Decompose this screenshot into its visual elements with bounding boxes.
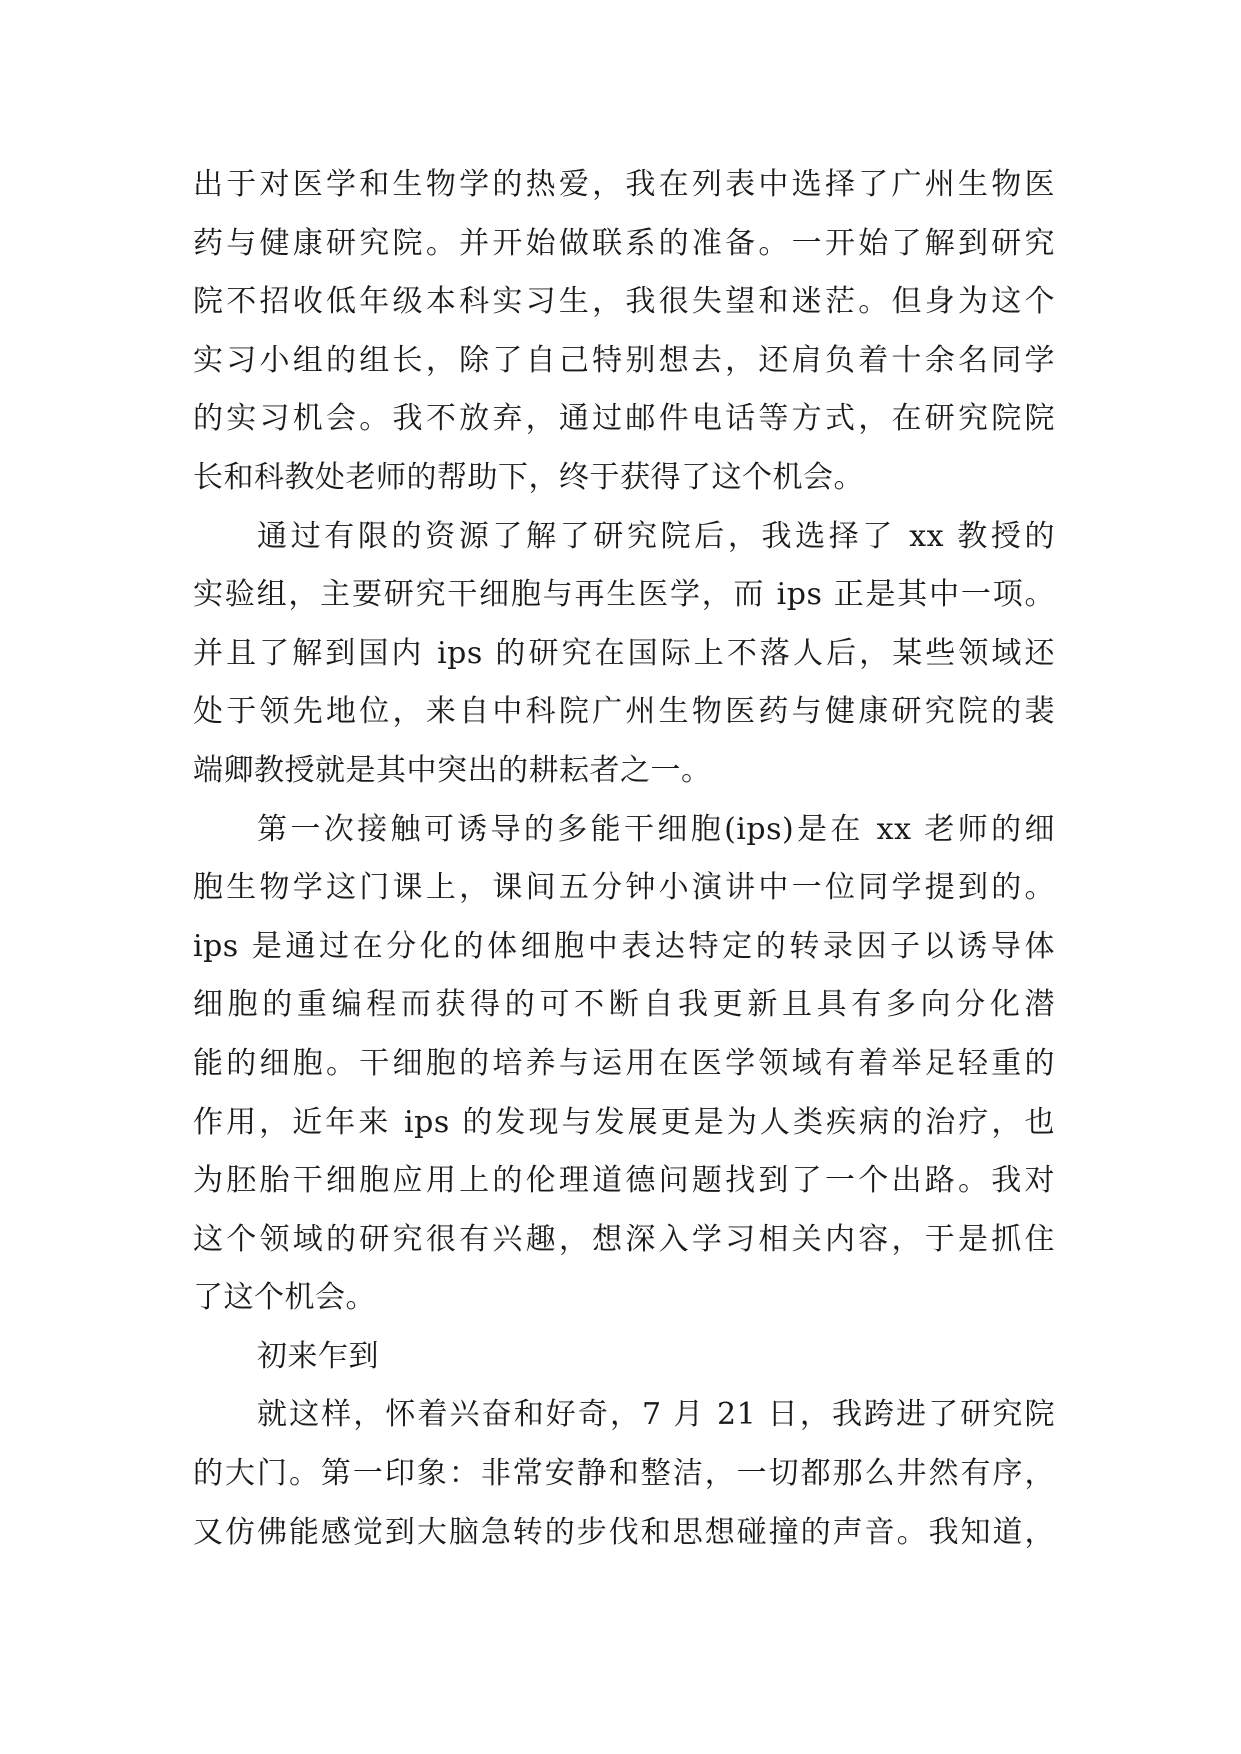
text-line: 的大门。第一印象：非常安静和整洁，一切都那么井然有序， (193, 1456, 1055, 1492)
text-line: 为胚胎干细胞应用上的伦理道德问题找到了一个出路。我对 (193, 1163, 1055, 1199)
paragraph-first-line: 就这样，怀着兴奋和好奇，7 月 21 日，我跨进了研究院 (257, 1397, 1055, 1433)
text-line: 端卿教授就是其中突出的耕耘者之一。 (193, 752, 712, 788)
paragraph-first-line: 通过有限的资源了解了研究院后，我选择了 xx 教授的 (257, 518, 1055, 554)
text-line: 细胞的重编程而获得的可不断自我更新且具有多向分化潜 (193, 987, 1055, 1023)
text-line: 胞生物学这门课上，课间五分钟小演讲中一位同学提到的。 (193, 870, 1055, 906)
text-line: 这个领域的研究很有兴趣，想深入学习相关内容，于是抓住 (193, 1221, 1055, 1257)
text-line: 的实习机会。我不放弃，通过邮件电话等方式，在研究院院 (193, 401, 1055, 437)
text-line: 出于对医学和生物学的热爱，我在列表中选择了广州生物医 (193, 167, 1055, 202)
text-line: 实习小组的组长，除了自己特别想去，还肩负着十余名同学 (193, 342, 1055, 378)
text-line: 并且了解到国内 ips 的研究在国际上不落人后，某些领域还 (193, 635, 1055, 671)
text-line: 药与健康研究院。并开始做联系的准备。一开始了解到研究 (193, 225, 1055, 261)
text-line: 处于领先地位，来自中科院广州生物医药与健康研究院的裴 (193, 694, 1055, 730)
paragraph-first-line: 第一次接触可诱导的多能干细胞(ips)是在 xx 老师的细 (257, 811, 1055, 847)
text-line: 长和科教处老师的帮助下，终于获得了这个机会。 (193, 459, 864, 495)
text-line: 能的细胞。干细胞的培养与运用在医学领域有着举足轻重的 (193, 1045, 1055, 1081)
text-line: 了这个机会。 (193, 1280, 376, 1316)
section-heading: 初来乍到 (257, 1338, 379, 1374)
text-line: ips 是通过在分化的体细胞中表达特定的转录因子以诱导体 (193, 928, 1055, 964)
document-body (193, 156, 1055, 1562)
text-line: 又仿佛能感觉到大脑急转的步伐和思想碰撞的声音。我知道， (193, 1514, 1055, 1550)
text-line: 实验组，主要研究干细胞与再生医学，而 ips 正是其中一项。 (193, 577, 1055, 613)
text-line: 作用，近年来 ips 的发现与发展更是为人类疾病的治疗，也 (193, 1104, 1055, 1140)
text-line: 院不招收低年级本科实习生，我很失望和迷茫。但身为这个 (193, 284, 1055, 320)
